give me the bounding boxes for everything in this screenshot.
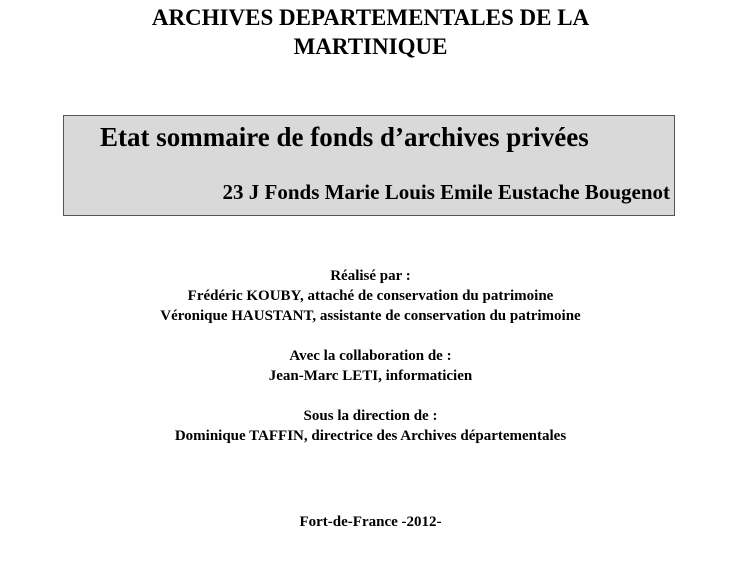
spacer bbox=[0, 326, 741, 346]
institution-header bbox=[0, 3, 741, 61]
collaboration-label: Avec la collaboration de : bbox=[289, 348, 452, 364]
collaborator-leti: Jean-Marc LETI, informaticien bbox=[268, 368, 473, 384]
author-haustant: Véronique HAUSTANT, assistante de conservation du patrimoine bbox=[160, 308, 581, 324]
document-subtitle: 23 J Fonds Marie Louis Emile Eustache Bougenot bbox=[222, 180, 670, 204]
direction-label: Sous la direction de : bbox=[303, 408, 438, 424]
credits-block bbox=[0, 266, 741, 446]
spacer bbox=[0, 386, 741, 406]
institution-name-line1: ARCHIVES DEPARTEMENTALES DE LA bbox=[151, 5, 590, 30]
title-box bbox=[63, 115, 675, 216]
institution-name-line2: MARTINIQUE bbox=[293, 34, 448, 59]
realise-par-label: Réalisé par : bbox=[330, 268, 411, 284]
document-title: Etat sommaire de fonds d’archives privées bbox=[100, 122, 589, 152]
place-date: Fort-de-France -2012- bbox=[299, 514, 442, 530]
director-taffin: Dominique TAFFIN, directrice des Archives départementales bbox=[174, 428, 567, 444]
author-kouby: Frédéric KOUBY, attaché de conservation du patrimoine bbox=[187, 288, 554, 304]
